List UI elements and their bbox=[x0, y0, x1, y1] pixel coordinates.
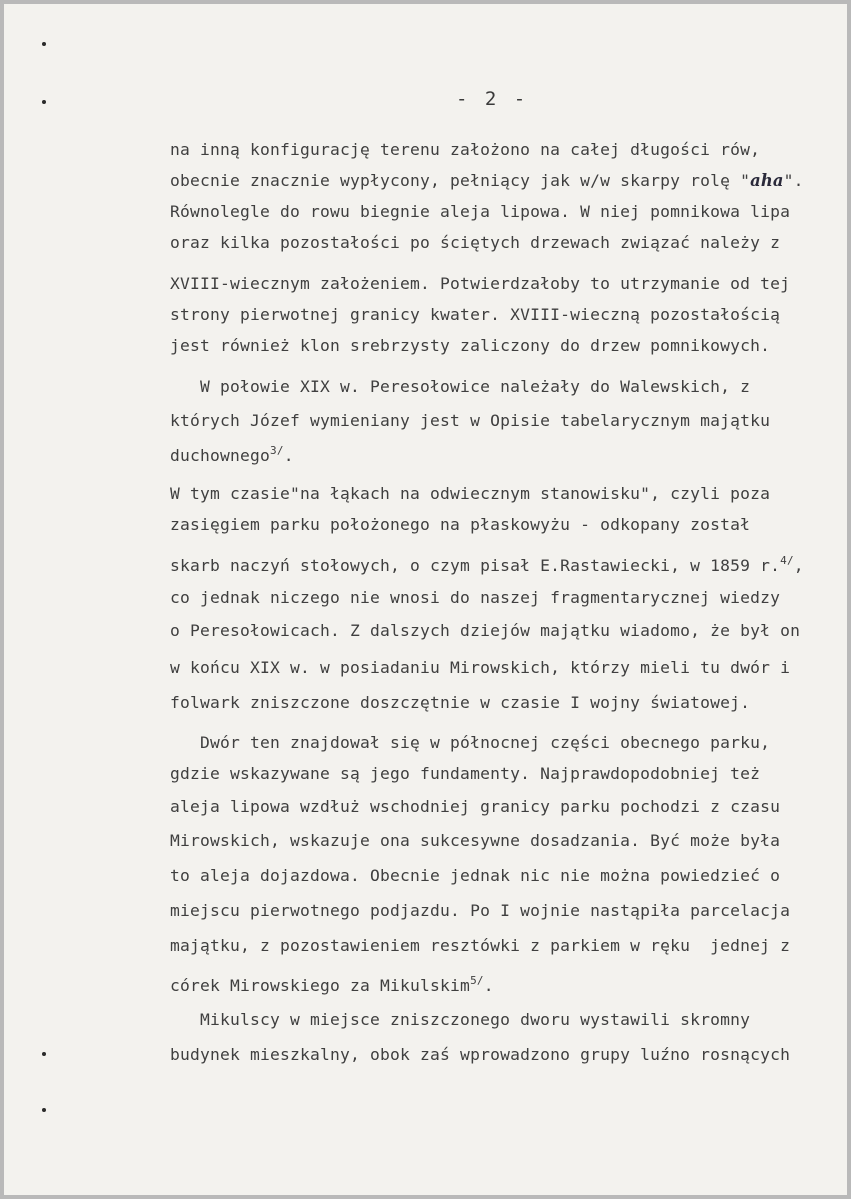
text-line bbox=[170, 336, 770, 355]
text-line-content: w końcu XIX w. w posiadaniu Mirowskich, którzy mieli tu dwór i bbox=[170, 658, 791, 677]
text-line-content: skarb naczyń stołowych, o czym pisał E.Rastawiecki, w 1859 r. bbox=[170, 556, 781, 575]
text-line-content: XVIII-wiecznym założeniem. Potwierdzałoby to utrzymanie od tej bbox=[170, 274, 791, 293]
text-line bbox=[170, 1045, 790, 1064]
text-line bbox=[170, 515, 750, 534]
text-line-content: co jednak niczego nie wnosi do naszej fragmentarycznej wiedzy bbox=[170, 588, 781, 607]
text-line-content: aleja lipowa wzdłuż wschodniej granicy parku pochodzi z czasu bbox=[170, 797, 781, 816]
text-line bbox=[170, 202, 790, 221]
text-line-content: miejscu pierwotnego podjazdu. Po I wojnie nastąpiła parcelacja bbox=[170, 901, 791, 920]
text-line-content: zasięgiem parku położonego na płaskowyżu - odkopany został bbox=[170, 515, 751, 534]
text-line-content: jest również klon srebrzysty zaliczony do drzew pomnikowych. bbox=[170, 336, 771, 355]
text-line-punctuation: . bbox=[483, 976, 494, 995]
text-line-content: oraz kilka pozostałości po ściętych drzewach związać należy z bbox=[170, 233, 781, 252]
text-line bbox=[170, 831, 780, 850]
text-line bbox=[170, 554, 804, 575]
footnote-reference: 5/ bbox=[470, 974, 484, 987]
page-number: - 2 - bbox=[456, 88, 529, 110]
text-line-content: córek Mirowskiego za Mikulskim bbox=[170, 976, 471, 995]
text-line bbox=[170, 866, 780, 885]
text-line-punctuation: ". bbox=[783, 171, 804, 190]
text-line-content: Równolegle do rowu biegnie aleja lipowa. W niej pomnikowa lipa bbox=[170, 202, 791, 221]
text-line bbox=[170, 621, 800, 640]
text-line bbox=[170, 274, 790, 293]
punch-hole-upper bbox=[42, 100, 46, 104]
text-line-content: to aleja dojazdowa. Obecnie jednak nic nie można powiedzieć o bbox=[170, 866, 781, 885]
text-line-content: W tym czasie"na łąkach na odwiecznym stanowisku", czyli poza bbox=[170, 484, 771, 503]
text-line-content: folwark zniszczone doszczętnie w czasie I wojny światowej. bbox=[170, 693, 751, 712]
text-line bbox=[170, 733, 770, 752]
text-line bbox=[170, 484, 770, 503]
text-line-content: duchownego bbox=[170, 446, 271, 465]
text-line-content: budynek mieszkalny, obok zaś wprowadzono grupy luźno rosnących bbox=[170, 1045, 791, 1064]
document-page bbox=[4, 4, 847, 1195]
text-line bbox=[170, 140, 760, 159]
text-line bbox=[170, 377, 750, 396]
text-line bbox=[170, 693, 750, 712]
text-line bbox=[170, 411, 770, 430]
punch-hole-bottom bbox=[42, 1108, 46, 1112]
text-line-content: o Peresołowicach. Z dalszych dziejów majątku wiadomo, że był on bbox=[170, 621, 801, 640]
text-line bbox=[170, 764, 760, 783]
text-line-content: Mirowskich, wskazuje ona sukcesywne dosadzania. Być może była bbox=[170, 831, 781, 850]
text-line-punctuation: . bbox=[283, 446, 294, 465]
text-line bbox=[170, 974, 494, 995]
text-line bbox=[170, 305, 780, 324]
text-line bbox=[170, 233, 780, 252]
handwritten-insertion: aha bbox=[750, 171, 784, 190]
footnote-reference: 4/ bbox=[780, 554, 794, 567]
punch-hole-lower bbox=[42, 1052, 46, 1056]
text-line bbox=[170, 171, 804, 190]
text-line bbox=[170, 588, 780, 607]
text-line-content: Mikulscy w miejsce zniszczonego dworu wystawili skromny bbox=[170, 1010, 751, 1029]
text-line-content: W połowie XIX w. Peresołowice należały do Walewskich, z bbox=[170, 377, 751, 396]
text-line-punctuation: , bbox=[793, 556, 804, 575]
text-line bbox=[170, 658, 790, 677]
text-line-content: strony pierwotnej granicy kwater. XVIII-wieczną pozostałością bbox=[170, 305, 781, 324]
footnote-reference: 3/ bbox=[270, 444, 284, 457]
text-line-content: Dwór ten znajdował się w północnej części obecnego parku, bbox=[170, 733, 771, 752]
text-line-content: których Józef wymieniany jest w Opisie tabelarycznym majątku bbox=[170, 411, 771, 430]
text-line-content: na inną konfigurację terenu założono na całej długości rów, bbox=[170, 140, 761, 159]
punch-hole-top bbox=[42, 42, 46, 46]
text-line bbox=[170, 901, 790, 920]
text-line-content: majątku, z pozostawieniem resztówki z parkiem w ręku jednej z bbox=[170, 936, 791, 955]
text-line-content: gdzie wskazywane są jego fundamenty. Najprawdopodobniej też bbox=[170, 764, 761, 783]
text-line bbox=[170, 444, 294, 465]
text-line bbox=[170, 797, 780, 816]
text-line bbox=[170, 1010, 750, 1029]
text-line bbox=[170, 936, 790, 955]
text-line-content: obecnie znacznie wypłycony, pełniący jak w/w skarpy rolę " bbox=[170, 171, 751, 190]
